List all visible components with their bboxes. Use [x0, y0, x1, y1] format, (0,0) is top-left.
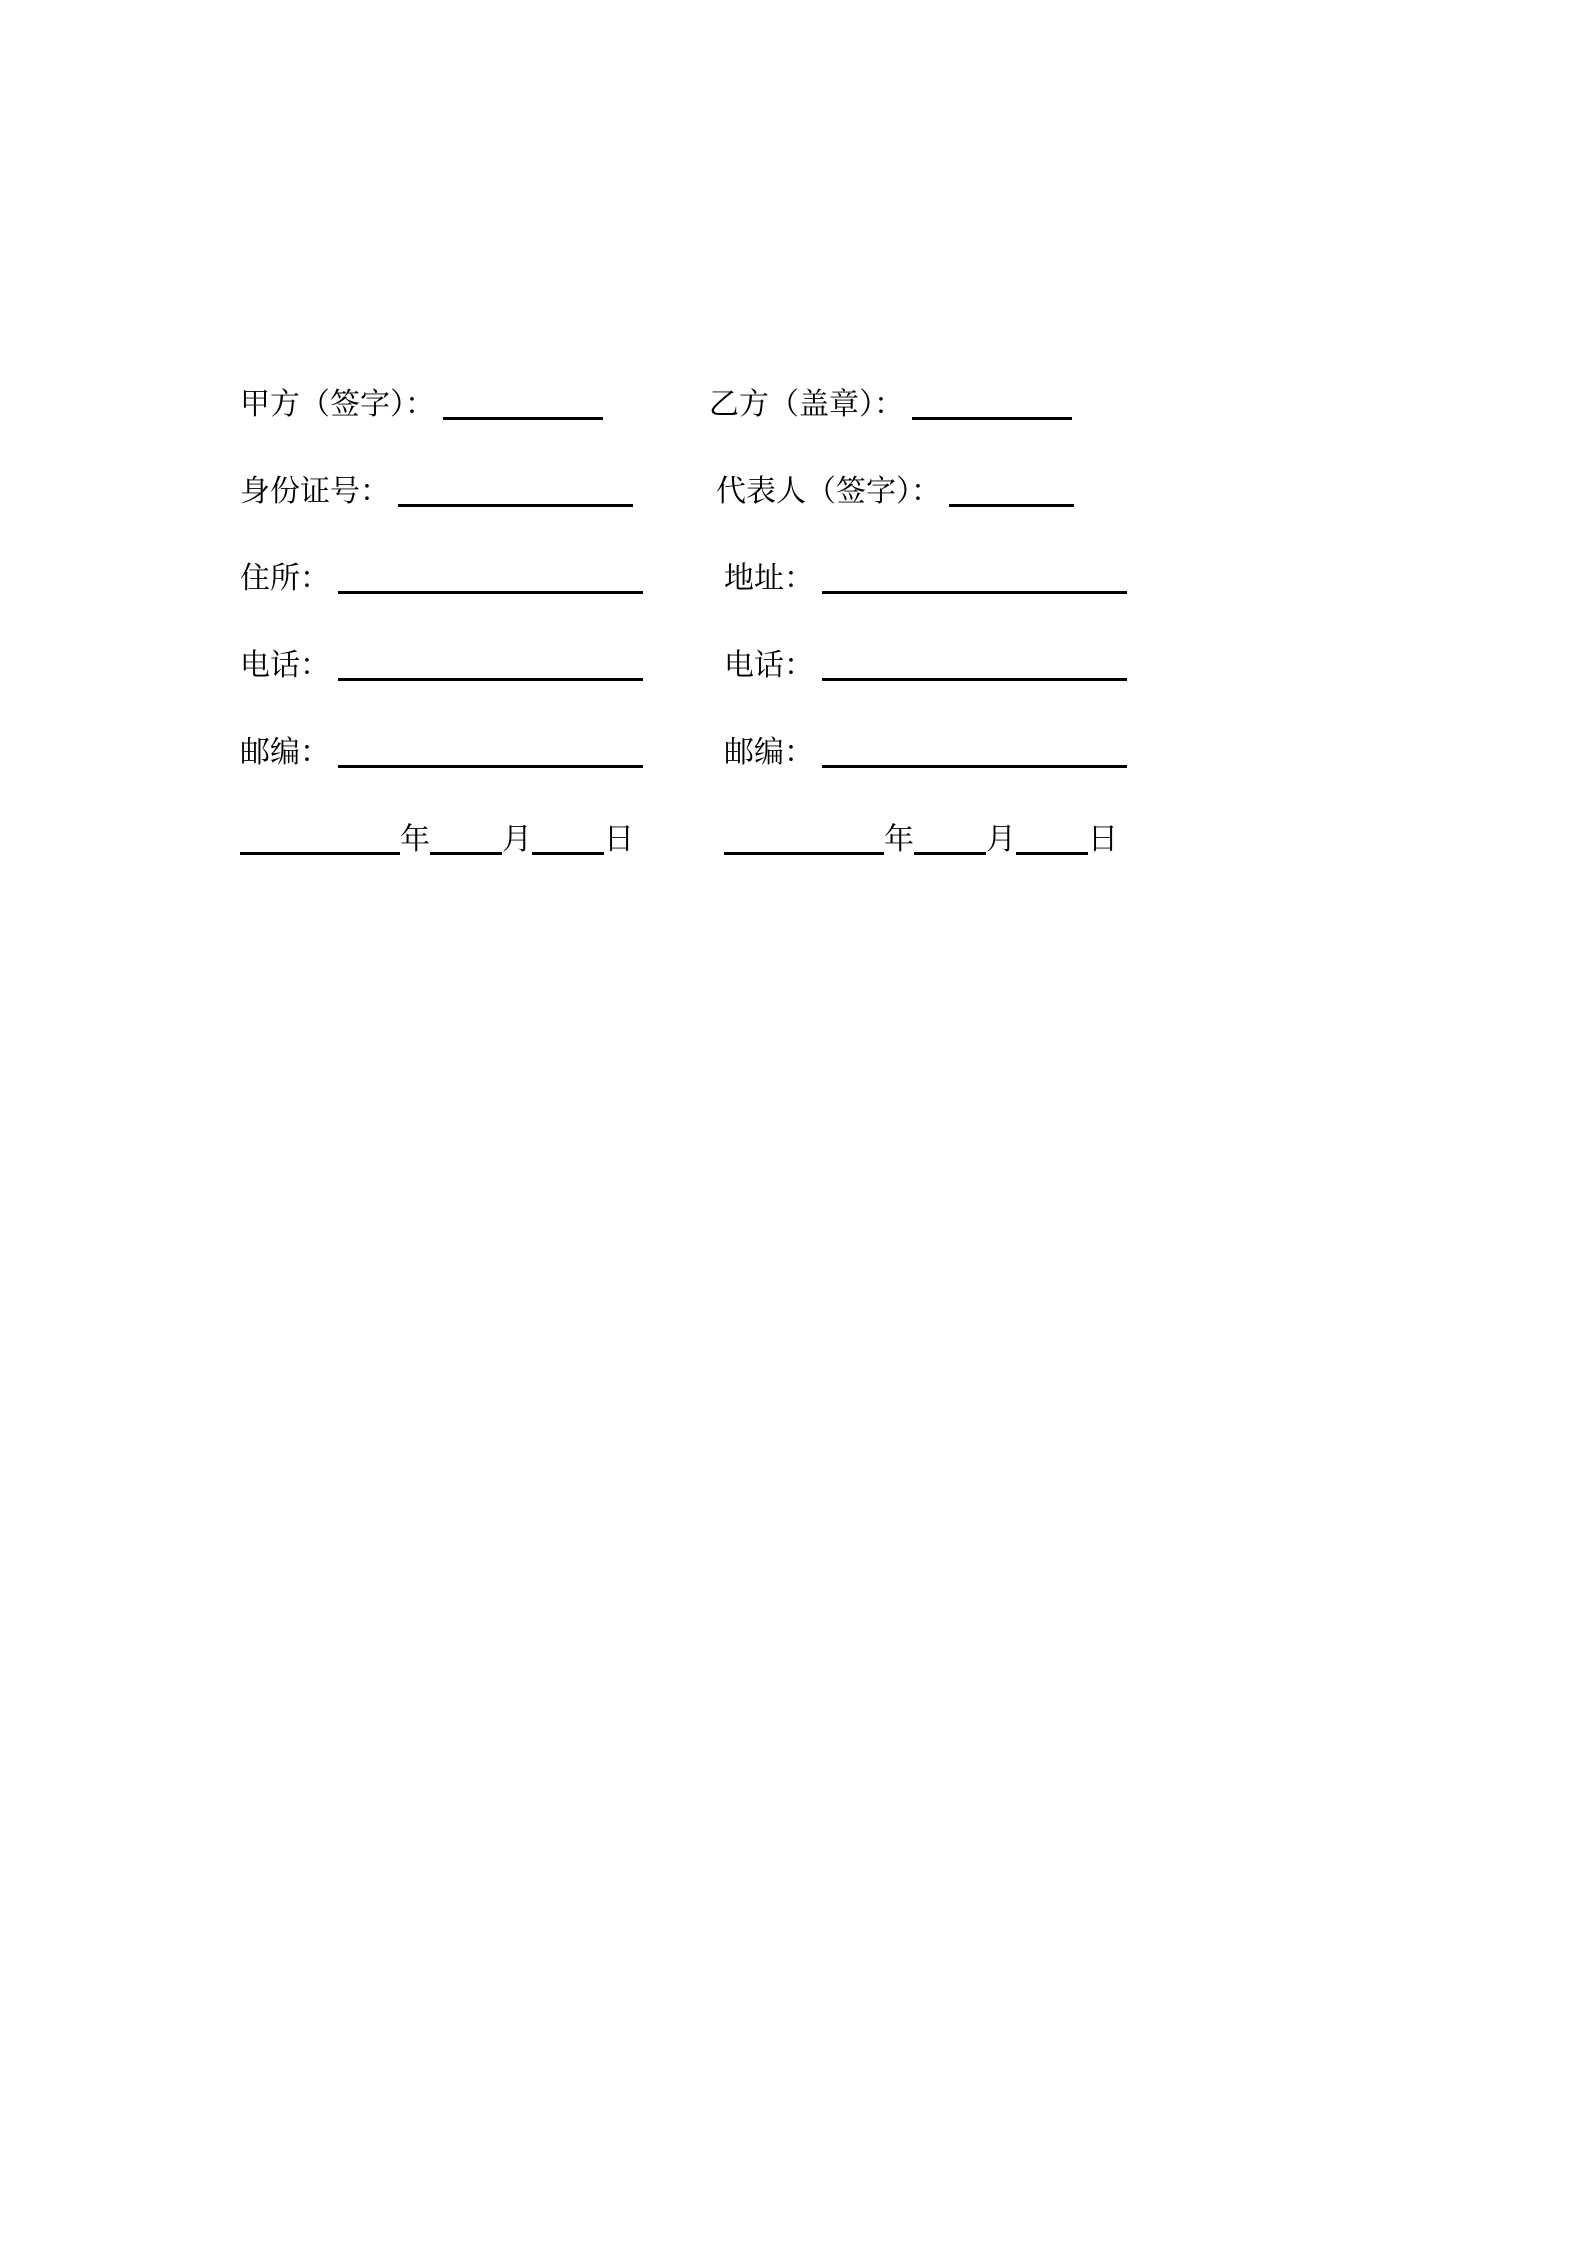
address-field — [724, 549, 1127, 609]
party-a-day-blank[interactable] — [532, 822, 604, 855]
residence-label: 住所： — [240, 561, 330, 596]
party-b-phone-field — [724, 636, 1127, 696]
party-b-year-label: 年 — [884, 822, 914, 857]
signature-row-id — [0, 462, 1586, 522]
party-a-date-field — [240, 810, 634, 870]
party-b-postcode-label: 邮编： — [724, 735, 814, 770]
party-a-day-label: 日 — [604, 822, 634, 857]
party-b-day-label: 日 — [1088, 822, 1118, 857]
party-a-phone-label: 电话： — [240, 648, 330, 683]
address-label: 地址： — [724, 561, 814, 596]
party-b-postcode-blank[interactable] — [822, 735, 1127, 768]
party-a-postcode-field — [240, 723, 643, 783]
id-number-field — [240, 462, 633, 522]
party-a-year-label: 年 — [400, 822, 430, 857]
party-a-label: 甲方（签字）： — [240, 387, 435, 422]
signature-row-address — [0, 549, 1586, 609]
signature-row-date — [0, 810, 1586, 870]
representative-field — [716, 462, 1074, 522]
party-a-month-label: 月 — [502, 822, 532, 857]
party-b-month-blank[interactable] — [914, 822, 986, 855]
party-b-seal-blank[interactable] — [912, 387, 1072, 420]
party-b-year-blank[interactable] — [724, 822, 884, 855]
id-number-label: 身份证号： — [240, 474, 390, 509]
party-a-year-blank[interactable] — [240, 822, 400, 855]
id-number-blank[interactable] — [398, 474, 633, 507]
party-a-postcode-blank[interactable] — [338, 735, 643, 768]
party-a-phone-blank[interactable] — [338, 648, 643, 681]
party-b-label: 乙方（盖章）： — [709, 387, 904, 422]
address-blank[interactable] — [822, 561, 1127, 594]
signature-row-phone — [0, 636, 1586, 696]
party-b-day-blank[interactable] — [1016, 822, 1088, 855]
party-b-seal-field — [709, 375, 1072, 435]
signature-row-postcode — [0, 723, 1586, 783]
residence-blank[interactable] — [338, 561, 643, 594]
party-a-signature-blank[interactable] — [443, 387, 603, 420]
party-b-postcode-field — [724, 723, 1127, 783]
party-a-signature-field — [240, 375, 603, 435]
representative-blank[interactable] — [949, 474, 1074, 507]
residence-field — [240, 549, 643, 609]
party-b-month-label: 月 — [986, 822, 1016, 857]
party-a-month-blank[interactable] — [430, 822, 502, 855]
party-a-postcode-label: 邮编： — [240, 735, 330, 770]
party-b-phone-blank[interactable] — [822, 648, 1127, 681]
party-b-phone-label: 电话： — [724, 648, 814, 683]
signature-row-parties — [0, 375, 1586, 435]
party-a-phone-field — [240, 636, 643, 696]
party-b-date-field — [724, 810, 1118, 870]
representative-label: 代表人（签字）： — [716, 474, 941, 509]
